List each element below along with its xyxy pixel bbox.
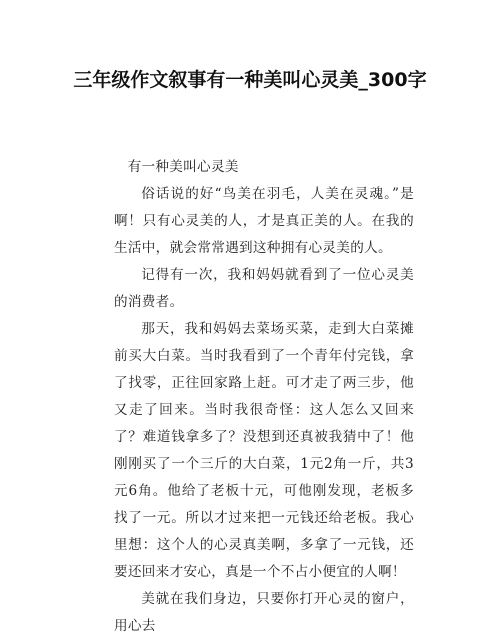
document-body — [114, 154, 414, 640]
paragraph: 记得有一次，我和妈妈就看到了一位心灵美的消费者。 — [114, 267, 414, 310]
essay-subheading: 有一种美叫心灵美 — [127, 159, 239, 175]
paragraph: 俗话说的好“鸟美在羽毛，人美在灵魂。”是啊！只有心灵美的人，才是真正美的人。在我的生活中，就会常常遇到这种拥有心灵美的人。 — [114, 186, 414, 256]
paragraph: 那天，我和妈妈去菜场买菜，走到大白菜摊前买大白菜。当时我看到了一个青年付完钱，拿了找零，正往回家路上赶。可才走了两三步，他又走了回来。当时我很奇怪：这人怎么又回来了？难道钱拿多了？没想到还真被我猜中了！他刚刚买了一个三斤的大白菜，1元2角一斤，共3元6角。他给了老板十元，可他刚发现，老板多找了一元。所以才过来把一元钱还给老板。我心里想：这个人的心灵真美啊，多拿了一元钱，还要还回来才安心，真是一个不占小便宜的人啊！ — [114, 321, 414, 580]
paragraph: 美就在我们身边，只要你打开心灵的窗户，用心去 — [114, 591, 414, 634]
document-title: 三年级作文叙事有一种美叫心灵美_300字 — [73, 69, 427, 91]
